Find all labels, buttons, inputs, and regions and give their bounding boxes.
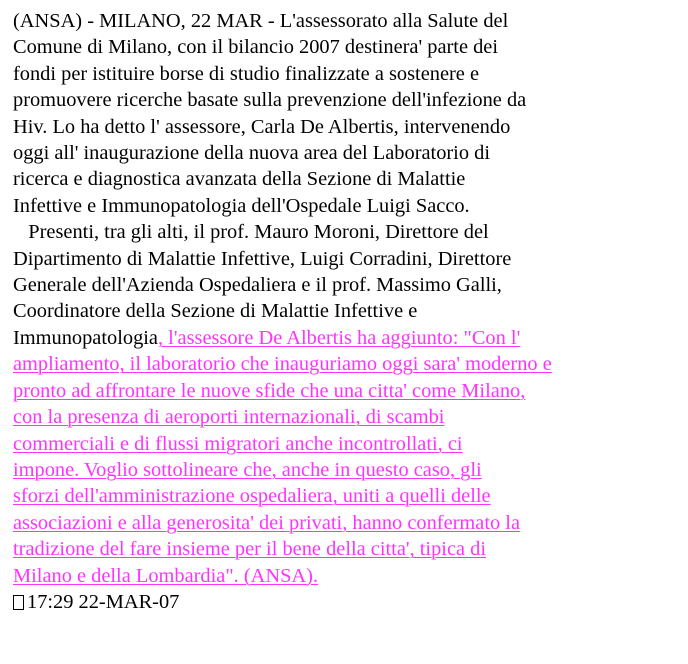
text-line: Hiv. Lo ha detto l' assessore, Carla De Albertis, intervenendo <box>13 115 511 138</box>
text-line: fondi per istituire borse di studio finalizzate a sostenere e <box>13 62 479 85</box>
text-line: ricerca e diagnostica avanzata della Sezione di Malattie <box>13 168 466 191</box>
article-body <box>13 8 681 615</box>
text-line: Infettive e Immunopatologia dell'Ospedale Luigi Sacco. <box>13 194 470 217</box>
text-line: Coordinatore della Sezione di Malattie Infettive e <box>13 300 418 323</box>
highlighted-link-text[interactable]: Milano e della Lombardia". (ANSA). <box>13 564 319 587</box>
text-line: Comune di Milano, con il bilancio 2007 destinera' parte dei <box>13 36 499 59</box>
footer-timestamp-line <box>13 589 681 615</box>
highlighted-link-text[interactable]: , l'assessore De Albertis ha aggiunto: "Con l' <box>157 326 521 349</box>
mixed-line <box>13 325 681 351</box>
highlighted-link-text[interactable]: sforzi dell'amministrazione ospedaliera, uniti a quelli delle <box>13 485 491 508</box>
footer-timestamp: 17:29 22-MAR-07 <box>27 590 180 613</box>
missing-glyph-icon <box>13 595 24 610</box>
highlighted-link-text[interactable]: con la presenza di aeroporti internazionali, di scambi <box>13 406 445 429</box>
highlighted-link-text[interactable]: tradizione del fare insieme per il bene della citta', tipica di <box>13 538 487 561</box>
text-line: promuovere ricerche basate sulla prevenzione dell'infezione da <box>13 89 527 112</box>
highlighted-link-text[interactable]: ampliamento, il laboratorio che inauguriamo oggi sara' moderno e <box>13 353 552 376</box>
highlighted-link-text[interactable]: commerciali e di flussi migratori anche incontrollati, ci <box>13 432 463 455</box>
text-line: (ANSA) - MILANO, 22 MAR - L'assessorato alla Salute del <box>13 10 509 32</box>
text-line: Dipartimento di Malattie Infettive, Luigi Corradini, Direttore <box>13 247 512 270</box>
text-line: Generale dell'Azienda Ospedaliera e il prof. Massimo Galli, <box>13 274 502 297</box>
text-line: Presenti, tra gli alti, il prof. Mauro Moroni, Direttore del <box>13 221 489 244</box>
highlighted-link-text[interactable]: associazioni e alla generosita' dei privati, hanno confermato la <box>13 511 521 534</box>
text-line: oggi all' inaugurazione della nuova area del Laboratorio di <box>13 142 490 165</box>
highlighted-link-text[interactable]: impone. Voglio sottolineare che, anche in questo caso, gli <box>13 458 482 481</box>
text-fragment: Immunopatologia <box>13 326 158 349</box>
highlighted-link-text[interactable]: pronto ad affrontare le nuove sfide che una citta' come Milano, <box>13 379 526 402</box>
